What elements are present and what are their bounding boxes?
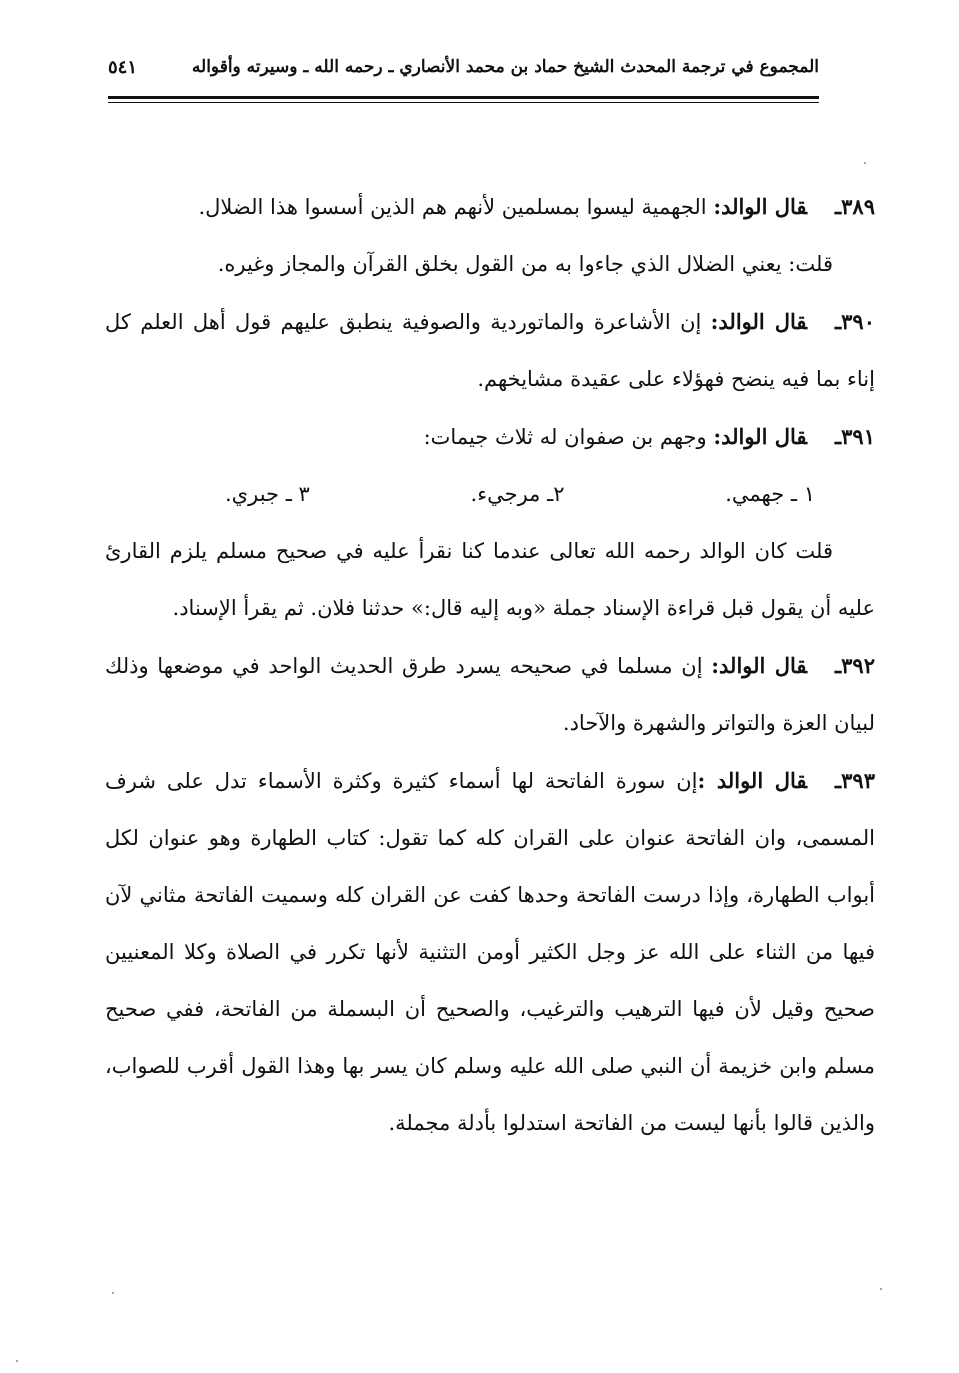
entry-text: إن الأشاعرة والماتوردية والصوفية ينطبق عليهم قول أهل العلم كل إناء بما فيه ينضح فهؤلاء على عقيدة مشايخهم.	[105, 310, 875, 391]
scan-speck	[880, 1288, 882, 1290]
jim-item: ٢ـ مرجيء.	[470, 482, 565, 506]
scan-speck	[864, 162, 866, 164]
entry-390	[105, 293, 875, 408]
entry-speaker: قال الوالد:	[713, 424, 807, 449]
entry-number: ٣٩٣ـ	[835, 768, 875, 793]
entry-speaker: قال الوالد:	[710, 309, 807, 334]
jim-item: ١ ـ جهمي.	[725, 482, 815, 506]
page-number: ٥٤١	[108, 56, 138, 78]
note-391: قلت كان الوالد رحمه الله تعالى عندما كنا نقرأ عليه في صحيح مسلم يلزم القارئ عليه أن يقول قبل قراءة الإسناد جملة «وبه إليه قال:» حدثنا فلان. ثم يقرأ الإسناد.	[105, 539, 875, 620]
entry-number: ٣٩١ـ	[835, 424, 875, 449]
header-rule-thick	[108, 96, 819, 99]
jim-item: ٣ ـ جبري.	[225, 482, 310, 506]
entry-text: الجهمية ليسوا بمسلمين لأنهم هم الذين أسسوا هذا الضلال.	[198, 195, 714, 219]
entry-393	[105, 752, 875, 1152]
entry-text: إن مسلما في صحيحه يسرد طرق الحديث الواحد في موضعها وذلك لبيان العزة والتواتر والشهرة والآحاد.	[105, 654, 875, 735]
entry-text: إن سورة الفاتحة لها أسماء كثيرة وكثرة الأسماء تدل على شرف المسمى، وان الفاتحة عنوان على القران كله كما تقول: كتاب الطهارة وهو عنوان لكل أبواب الطهارة، وإذا درست الفاتحة وحدها كفت عن القران كله وسميت الفاتحة مثاني لآن فيها من الثناء على الله عز وجل الكثير أومن التثنية لأنها تكرر في الصلاة وكلا المعنيين صحيح وقيل لأن فيها الترهيب والترغيب، والصحيح أن البسملة من الفاتحة، ففي صحيح مسلم وابن خزيمة أن النبي صلى الله عليه وسلم كان يسر بها وهذا القول أقرب للصواب، والذين قالوا بأنها ليست من الفاتحة استدلوا بأدلة مجملة.	[105, 769, 875, 1135]
scan-speck	[16, 1360, 18, 1362]
entry-text: وجهم بن صفوان له ثلاث جيمات:	[423, 425, 714, 449]
note-389: قلت: يعني الضلال الذي جاءوا به من القول بخلق القرآن والمجاز وغيره.	[217, 252, 833, 276]
entry-number: ٣٩٢ـ	[835, 653, 875, 678]
jims-list	[105, 466, 875, 523]
entry-speaker: قال الوالد:	[711, 653, 807, 678]
header-rule-thin	[108, 102, 819, 103]
entry-389	[105, 178, 875, 236]
entry-392	[105, 637, 875, 752]
entry-391	[105, 408, 875, 466]
scan-speck	[112, 1292, 114, 1294]
running-header	[108, 52, 819, 82]
entry-speaker: قال الوالد :	[697, 768, 807, 793]
entry-number: ٣٩٠ـ	[835, 309, 875, 334]
entry-number: ٣٨٩ـ	[835, 194, 875, 219]
page-body	[105, 178, 875, 1152]
entry-speaker: قال الوالد:	[713, 194, 807, 219]
header-title: المجموع في ترجمة المحدث الشيخ حماد بن محمد الأنصاري ـ رحمه الله ـ وسيرته وأقواله	[191, 57, 819, 77]
